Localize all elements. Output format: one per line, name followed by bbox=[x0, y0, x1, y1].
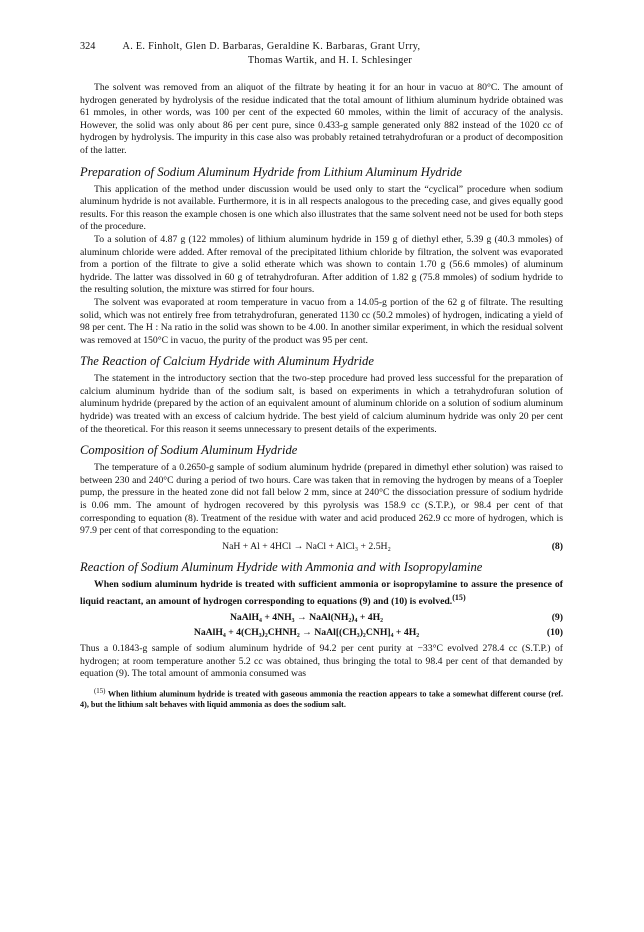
running-authors-line1: A. E. Finholt, Glen D. Barbaras, Geraldine K. Barbaras, Grant Urry, bbox=[122, 41, 421, 52]
equation-body: NaAlH₄ + 4(CH₃)₂CHNH₂ → NaAl[(CH₃)₂CNH]₄ + 4H₂ bbox=[193, 627, 420, 639]
equation-number: (8) bbox=[551, 540, 563, 552]
running-authors-line2: Thomas Wartik, and H. I. Schlesinger bbox=[247, 55, 413, 66]
paragraph: To a solution of 4.87 g (122 mmoles) of lithium aluminum hydride in 159 g of diethyl ether, 5.39 g (40.3 mmoles) of aluminum chloride were added. After removal of the precipitated lithium chloride by filtration, the solvent was evaporated from a portion of the filtrate to give a solid etherate which was shown to contain 1.70 g (56.6 mmoles) of aluminum hydride. The latter was dissolved in 60 g of tetrahydrofuran. After addition of 1.82 g (75.8 mmoles) of sodium hydride to the resulting solution, the mixture was stirred for four hours. bbox=[80, 233, 563, 296]
page-header bbox=[80, 40, 580, 68]
paragraph-text: When sodium aluminum hydride is treated with sufficient ammonia or isopropylamine to assure the presence of liquid reactant, an amount of hydrogen corresponding to equations (9) and (10) is evolved. bbox=[80, 579, 563, 608]
footnote-text: When lithium aluminum hydride is treated with gaseous ammonia the reaction appears to take a somewhat different course (ref. 4), but the lithium salt behaves with liquid ammonia as does the sodium salt. bbox=[80, 689, 564, 710]
paragraph bbox=[80, 579, 563, 608]
section-heading: Composition of Sodium Aluminum Hydride bbox=[80, 443, 298, 458]
equation-10 bbox=[80, 627, 563, 640]
equation-body: NaAlH₄ + 4NH₃ → NaAl(NH₂)₄ + 4H₂ bbox=[229, 611, 384, 623]
paragraph: This application of the method under discussion would be used only to start the “cyclical” procedure when sodium aluminum hydride is not available. Furthermore, it is in all respects analogous to the preceding case, and gives equally good results. For this reason the example chosen is one which also illustrates that the same solvent need not be used for both steps of the procedure. bbox=[80, 183, 563, 233]
footnote bbox=[80, 687, 563, 711]
article-body bbox=[80, 82, 563, 711]
paragraph: The solvent was removed from an aliquot of the filtrate by heating it for an hour in vacuo at 80°C. The amount of hydrogen generated by hydrolysis of the residue indicated that the total amount of lithium aluminum hydride obtained was 61 mmoles, in other words, was 100 per cent of the expected 60 mmoles, within the limit of accuracy of the analysis. However, the solid was only about 86 per cent pure, since 0.433-g sample generated only 882 instead of the 1020 cc of hydrogen by hydrolysis. The impurity in this case also was probably retained tetrahydrofuran or a product of decomposition of the latter. bbox=[80, 82, 563, 156]
paragraph: The solvent was evaporated at room temperature in vacuo from a 14.05-g portion of the 62 g of filtrate. The resulting solid, which was not entirely free from tetrahydrofuran, generated 1130 cc (50.2 mmoles) of hydrogen, indicating a yield of 98 per cent. The H : Na ratio in the solid was shown to be 4.00. In another similar experiment, in which the residual solvent was removed at 150°C in vacuo, the purity of the product was 95 per cent. bbox=[80, 296, 563, 346]
section-heading: Preparation of Sodium Aluminum Hydride from Lithium Aluminum Hydride bbox=[80, 164, 462, 179]
footnote-reference: (15) bbox=[452, 593, 466, 602]
equation-number: (10) bbox=[546, 627, 563, 639]
section-heading: Reaction of Sodium Aluminum Hydride with Ammonia and with Isopropylamine bbox=[80, 560, 483, 575]
equation-number: (9) bbox=[551, 611, 563, 623]
section-heading: The Reaction of Calcium Hydride with Aluminum Hydride bbox=[80, 354, 374, 369]
page-number: 324 bbox=[80, 41, 96, 52]
paragraph: The statement in the introductory section that the two-step procedure had proved less successful for the preparation of calcium aluminum hydride than of the sodium salt, is based on experiments in which a tetrahydrofuran solution of aluminum hydride (prepared by the action of an equivalent amount of aluminum chloride on a solution of sodium aluminum hydride) was treated with an excess of calcium hydride. The best yield of calcium aluminum hydride was only 20 per cent of the theoretical. For this reason it seems unnecessary to present details of the experiments. bbox=[80, 373, 563, 435]
footnote-mark: (15) bbox=[94, 687, 106, 695]
paragraph: The temperature of a 0.2650-g sample of sodium aluminum hydride (prepared in dimethyl ether solution) was raised to between 230 and 240°C during a period of two hours. Care was taken that in removing the hydrogen by means of a Toepler pump, the pressure in the heated zone did not fall below 2 mm, since at 240°C the dissociation pressure of sodium hydride is 0.06 mm. The amount of hydrogen recovered by this pyrolysis was 158.9 cc (S.T.P.), or 98.4 per cent of that corresponding to equation (8). Treatment of the residue with water and acid produced 262.9 cc more of hydrogen, which is 97.9 per cent of that corresponding to the equation: bbox=[80, 462, 563, 537]
paragraph: Thus a 0.1843-g sample of sodium aluminum hydride of 94.2 per cent purity at −33°C evolved 278.4 cc (S.T.P.) of hydrogen; at room temperature another 5.2 cc was obtained, thus bringing the total to 98.4 per cent of that demanded by equation (9). The total amount of ammonia consumed was bbox=[80, 643, 563, 680]
equation-9 bbox=[80, 612, 563, 625]
equation-body: NaH + Al + 4HCl → NaCl + AlCl₃ + 2.5H₂ bbox=[222, 540, 391, 552]
equation-8 bbox=[80, 541, 563, 554]
